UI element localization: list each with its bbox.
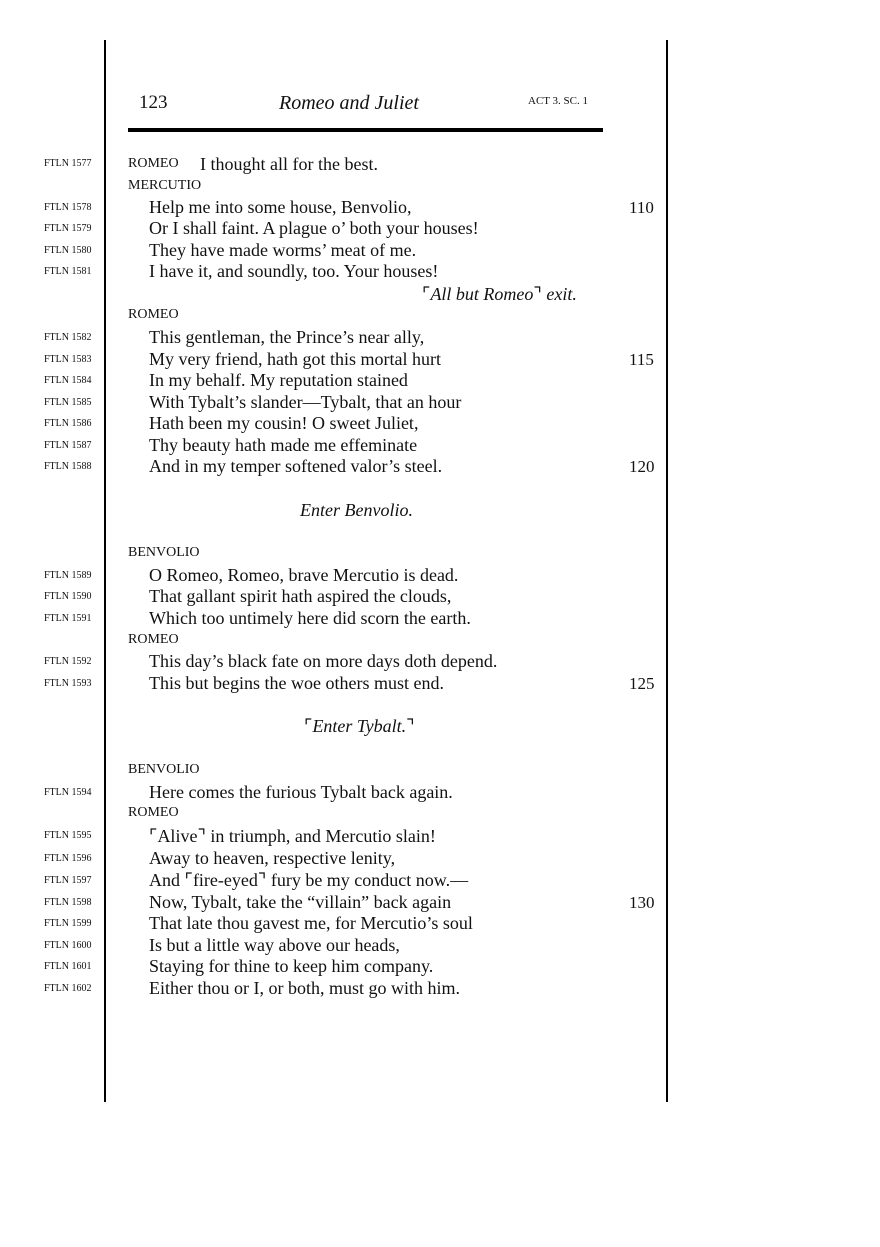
ftln-number: FTLN 1581: [44, 266, 92, 277]
verse-text: fire-eyed: [192, 870, 258, 890]
ftln-number: FTLN 1595: [44, 830, 92, 841]
stage-text: exit.: [541, 284, 577, 304]
ftln-number: FTLN 1599: [44, 918, 92, 929]
verse-line: I thought all for the best.: [200, 154, 378, 174]
verse-line: Now, Tybalt, take the “villain” back again: [149, 892, 452, 912]
page-number: 123: [139, 92, 168, 113]
ftln-number: FTLN 1597: [44, 875, 92, 886]
verse-line: That gallant spirit hath aspired the clouds,: [149, 586, 452, 606]
verse-line: This but begins the woe others must end.: [149, 673, 444, 693]
verse-text: And: [149, 870, 185, 890]
ftln-number: FTLN 1602: [44, 983, 92, 994]
verse-line: Or I shall faint. A plague o’ both your houses!: [149, 218, 479, 238]
ftln-number: FTLN 1584: [44, 375, 92, 386]
ftln-number: FTLN 1593: [44, 678, 92, 689]
ftln-number: FTLN 1588: [44, 461, 92, 472]
verse-line: Hath been my cousin! O sweet Juliet,: [149, 413, 419, 433]
ftln-number: FTLN 1598: [44, 897, 92, 908]
ftln-number: FTLN 1590: [44, 591, 92, 602]
ftln-number: FTLN 1578: [44, 202, 92, 213]
speaker-name: BENVOLIO: [128, 762, 200, 777]
right-margin-rule: [666, 40, 668, 1102]
speaker-name: BENVOLIO: [128, 545, 200, 560]
ftln-number: FTLN 1589: [44, 570, 92, 581]
ftln-number: FTLN 1585: [44, 397, 92, 408]
stage-text: Enter Tybalt.: [312, 716, 407, 736]
verse-line: Here comes the furious Tybalt back again.: [149, 782, 453, 802]
bracket-open: ⌜: [149, 826, 158, 846]
verse-line: [149, 826, 436, 847]
verse-line: My very friend, hath got this mortal hurt: [149, 349, 441, 369]
verse-line: And in my temper softened valor’s steel.: [149, 456, 443, 476]
bracket-open: ⌜: [304, 716, 313, 736]
verse-line: That late thou gavest me, for Mercutio’s soul: [149, 913, 473, 933]
ftln-number: FTLN 1600: [44, 940, 92, 951]
ftln-number: FTLN 1579: [44, 223, 92, 234]
line-number: 125: [629, 674, 655, 693]
ftln-number: FTLN 1582: [44, 332, 92, 343]
verse-line: With Tybalt’s slander—Tybalt, that an hour: [149, 392, 462, 412]
bracket-close: ⌝: [257, 870, 267, 890]
speaker-name: MERCUTIO: [128, 178, 202, 193]
line-number: 120: [629, 457, 655, 476]
verse-text: fury be my conduct now.—: [266, 870, 469, 890]
bracket-close: ⌝: [197, 826, 206, 846]
act-scene-label: ACT 3. SC. 1: [528, 95, 589, 107]
verse-line: I have it, and soundly, too. Your houses!: [149, 261, 439, 281]
ftln-number: FTLN 1594: [44, 787, 92, 798]
ftln-number: FTLN 1591: [44, 613, 92, 624]
ftln-number: FTLN 1577: [44, 158, 92, 169]
verse-line: Thy beauty hath made me effeminate: [149, 435, 418, 455]
line-number: 110: [629, 198, 654, 217]
verse-line: This day’s black fate on more days doth depend.: [149, 651, 498, 671]
ftln-number: FTLN 1601: [44, 961, 92, 972]
line-number: 130: [629, 893, 655, 912]
speaker-name: ROMEO: [128, 632, 179, 647]
bracket-open: ⌜: [422, 284, 431, 304]
verse-line: [149, 870, 468, 891]
bracket-open: ⌜: [184, 870, 193, 890]
speaker-name: ROMEO: [128, 805, 179, 820]
verse-line: Away to heaven, respective lenity,: [149, 848, 396, 868]
ftln-number: FTLN 1596: [44, 853, 92, 864]
left-margin-rule: [104, 40, 106, 1102]
verse-line: They have made worms’ meat of me.: [149, 240, 417, 260]
speaker-name: ROMEO: [128, 307, 179, 322]
stage-text: Enter Benvolio.: [300, 500, 413, 520]
stage-text: All but Romeo: [430, 284, 534, 304]
verse-line: Staying for thine to keep him company.: [149, 956, 434, 976]
bracket-close: ⌝: [533, 284, 542, 304]
bracket-close: ⌝: [406, 716, 415, 736]
verse-text: Alive: [157, 826, 198, 846]
verse-line: O Romeo, Romeo, brave Mercutio is dead.: [149, 565, 459, 585]
ftln-number: FTLN 1587: [44, 440, 92, 451]
verse-line: Is but a little way above our heads,: [149, 935, 400, 955]
verse-line: Help me into some house, Benvolio,: [149, 197, 412, 217]
verse-line: In my behalf. My reputation stained: [149, 370, 408, 390]
ftln-number: FTLN 1580: [44, 245, 92, 256]
verse-line: Which too untimely here did scorn the earth.: [149, 608, 471, 628]
speaker-name: ROMEO: [128, 156, 179, 171]
ftln-number: FTLN 1592: [44, 656, 92, 667]
ftln-number: FTLN 1586: [44, 418, 92, 429]
line-number: 115: [629, 350, 654, 369]
play-title: Romeo and Juliet: [279, 92, 419, 114]
verse-line: This gentleman, the Prince’s near ally,: [149, 327, 425, 347]
verse-line: Either thou or I, or both, must go with him.: [149, 978, 460, 998]
verse-text: in triumph, and Mercutio slain!: [205, 826, 436, 846]
ftln-number: FTLN 1583: [44, 354, 92, 365]
header-rule: [128, 128, 603, 132]
